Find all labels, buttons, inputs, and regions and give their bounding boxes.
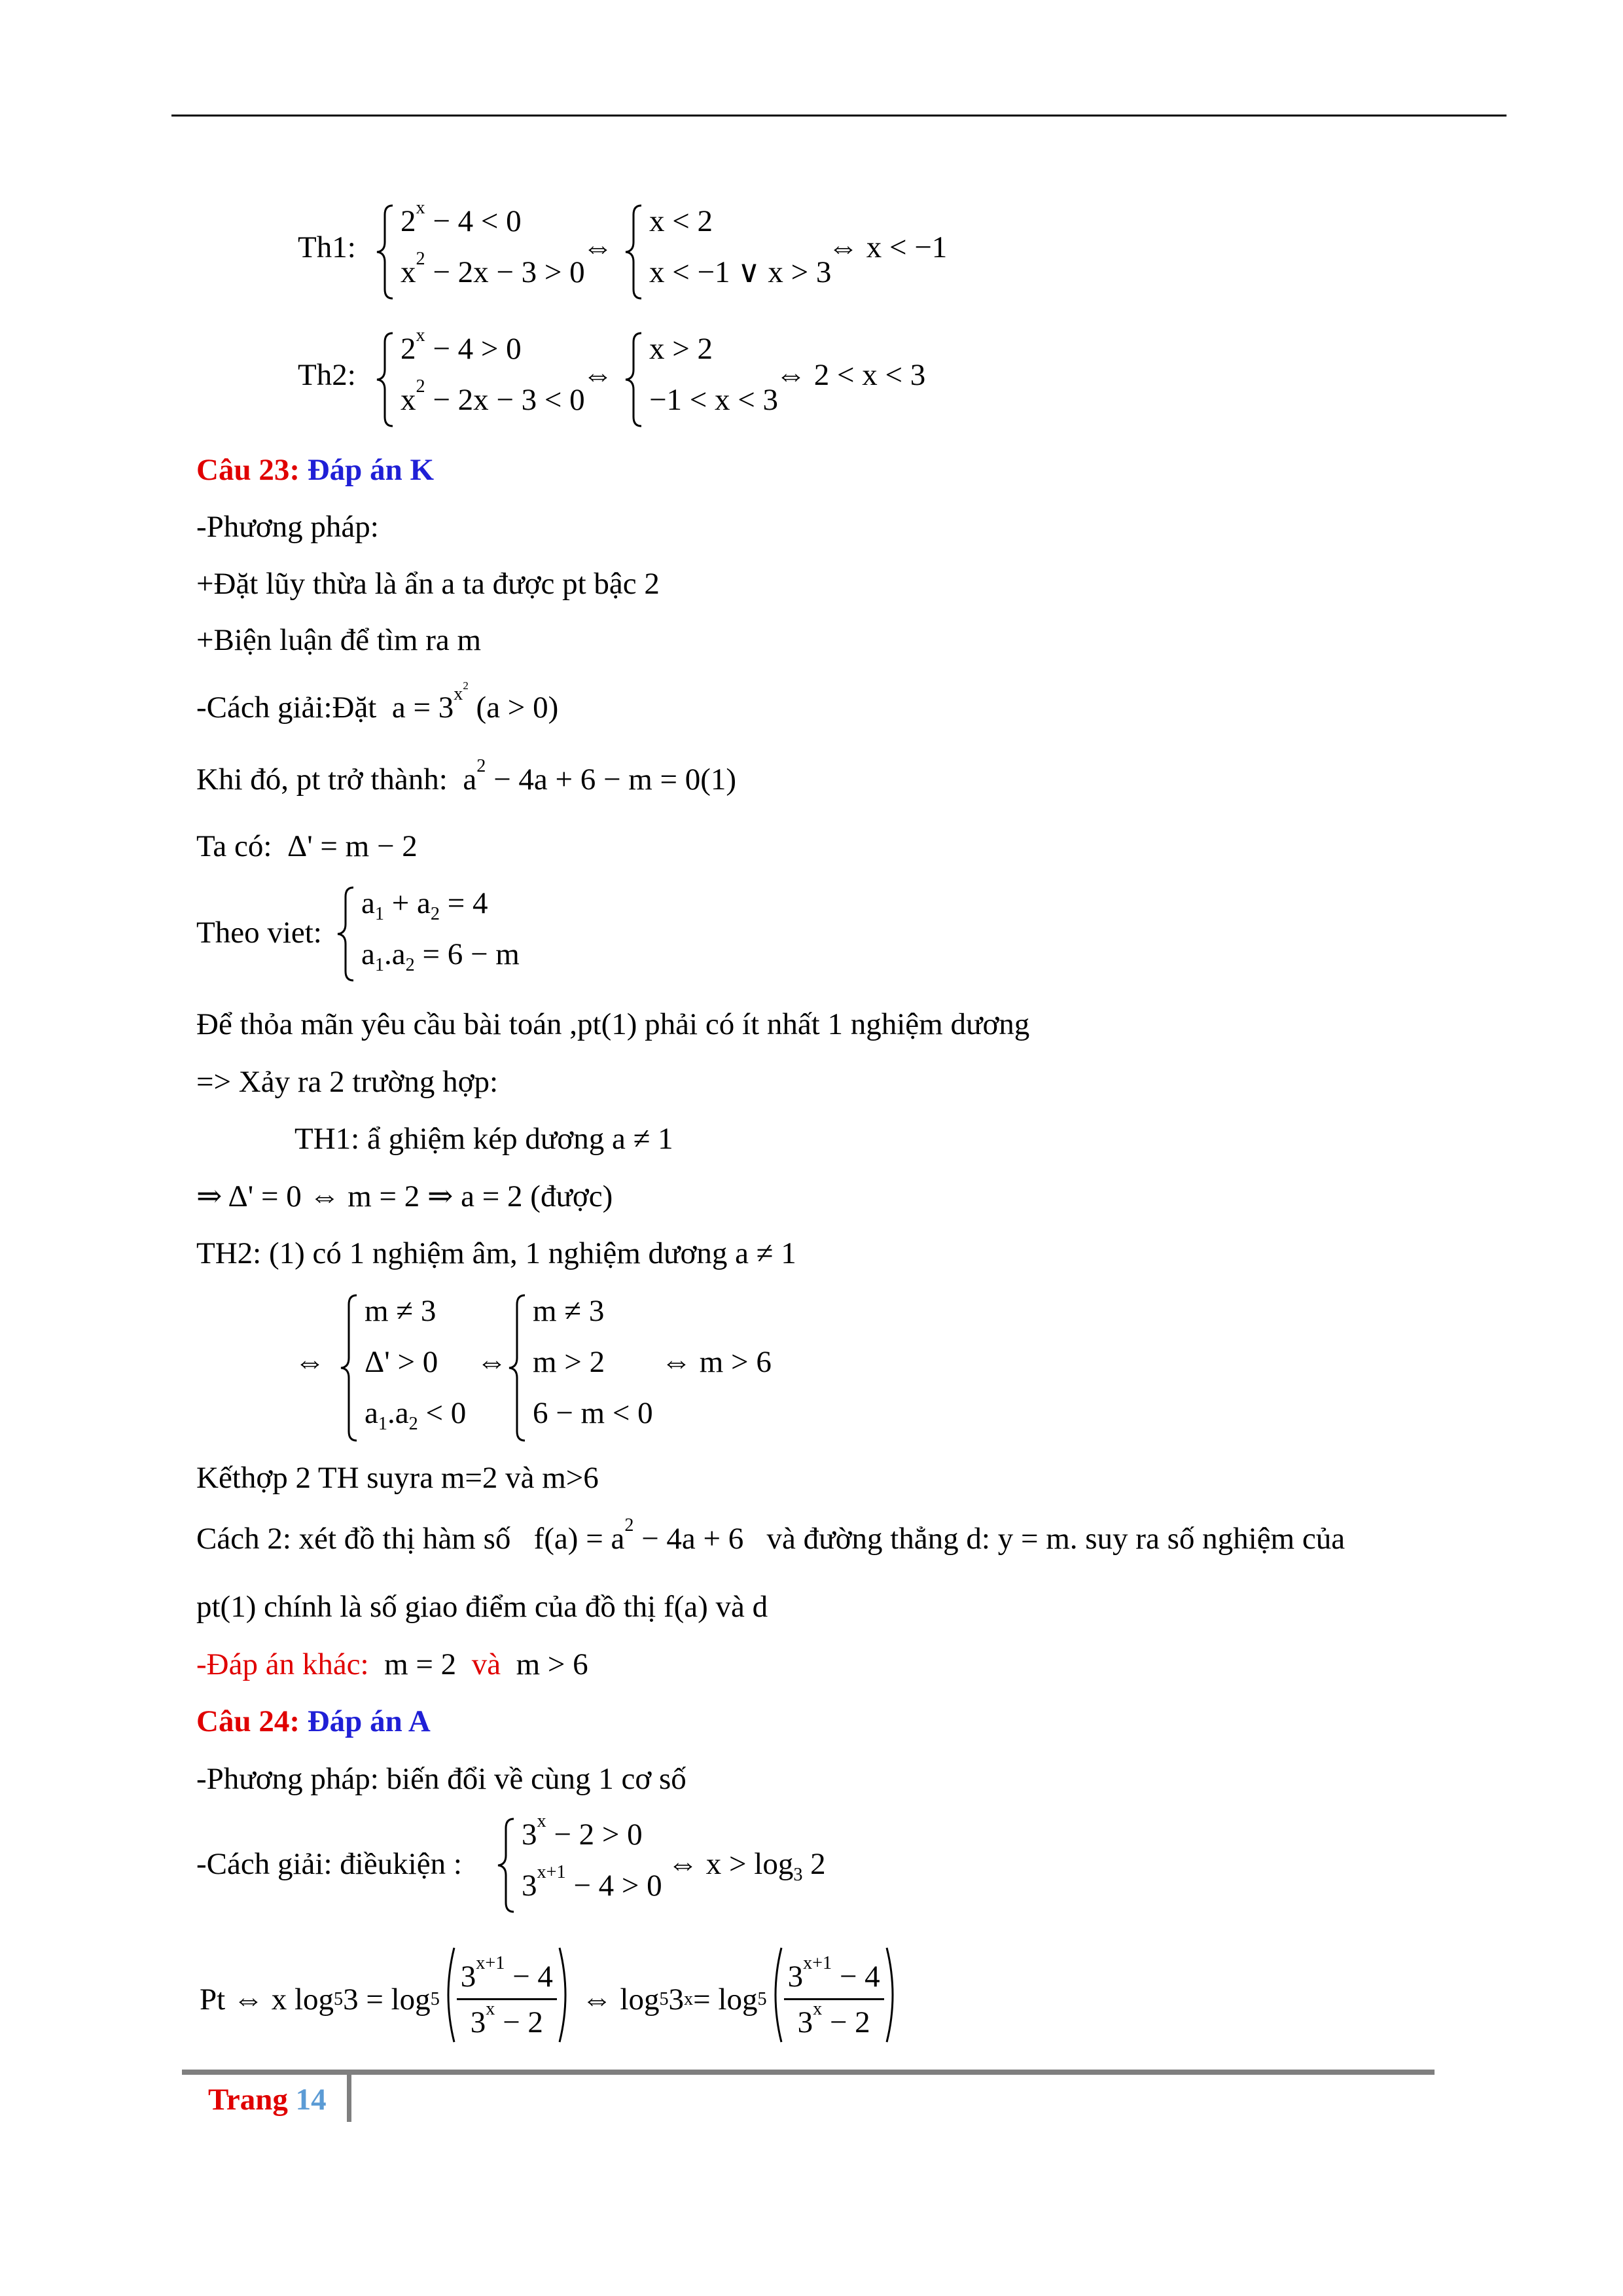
footer-rule	[182, 2070, 1435, 2075]
q23-alt-suffix: và đường thẳng d: y = m. suy ra số nghiệm của	[766, 1522, 1346, 1556]
c2s2-l3: 6 − m < 0	[533, 1396, 653, 1430]
q23-answer: Đáp án K	[307, 453, 435, 487]
c2s1-l2: Δ' > 0	[365, 1345, 438, 1379]
equiv-icon: ⇔	[582, 230, 613, 264]
th2-s1-l1: 4 > 0	[457, 332, 522, 366]
c2s2-l1: m ≠ 3	[533, 1294, 605, 1328]
footer-separator	[347, 2075, 351, 2122]
th1-system-1: $2^x - 4 < 0$ $x^2 - 2x - 3 > 0$	[373, 203, 596, 301]
viet-l1: = 4	[447, 886, 488, 920]
footer-page-number: 14	[295, 2083, 327, 2117]
q23-other-val2: m > 6	[516, 1647, 588, 1681]
q24-frac2-num: − 4	[839, 1960, 880, 1994]
q24-solution-prefix: -Cách giải: điềukiện :	[196, 1847, 462, 1881]
q23-other-and: và	[471, 1647, 501, 1681]
q24-cond-l2: − 4 > 0	[573, 1869, 662, 1903]
left-paren-icon	[440, 1946, 457, 2053]
c2s2-l2: m > 2	[533, 1345, 605, 1379]
th2-result: ⇔ 2 < x < 3	[776, 358, 926, 392]
q24-cond-result: ⇔ $x > \log_3 2$	[668, 1847, 826, 1885]
q24-frac1-den: − 2	[503, 2005, 543, 2039]
q23-other-answer	[196, 1646, 588, 1683]
th2-s2-l2: −1 < x < 3	[649, 383, 779, 417]
c2s1-l1: m ≠ 3	[365, 1294, 437, 1328]
q24-heading	[196, 1703, 431, 1740]
q23-combine: Kếthợp 2 TH suyra m=2 và m>6	[196, 1461, 599, 1495]
th2-label: Th2:	[298, 358, 356, 392]
q23-transform-eq: − 4a + 6 − m = 0(1)	[493, 762, 737, 797]
th1-s2-l2: x < −1 ∨ x > 3	[649, 255, 832, 289]
q23-transform: Khi đó, pt trở thành: $a^2 - 4a + 6 - m = 0(1)$	[196, 756, 737, 797]
q24-cond-l1: − 2 > 0	[554, 1818, 643, 1852]
right-paren-icon	[884, 1946, 901, 2053]
q24-number: Câu 24:	[196, 1704, 300, 1738]
th1-s1-l1: 4 < 0	[457, 204, 522, 238]
q23-case2-system-2	[505, 1293, 662, 1443]
q23-requirement: Để thỏa mãn yêu cầu bài toán ,pt(1) phải có ít nhất 1 nghiệm dương	[196, 1007, 1030, 1041]
q23-case2-result: ⇔ m > 6	[661, 1345, 772, 1379]
q23-alt-prefix: Cách 2: xét đồ thị hàm số	[196, 1522, 511, 1556]
q23-substitution: -Cách giải:Đặt $a = 3^{x^2}$ (a > 0)	[196, 679, 559, 725]
q23-alt-line2: pt(1) chính là số giao điểm của đồ thị f(a) và d	[196, 1590, 768, 1624]
equiv-icon: ⇔	[582, 358, 613, 392]
q23-delta-eq: Δ' = m − 2	[287, 829, 418, 863]
q23-case2: TH2: (1) có 1 nghiệm âm, 1 nghiệm dương a ≠ 1	[196, 1236, 796, 1270]
q23-viet-label: Theo viet:	[196, 916, 322, 950]
c2s1-l3: < 0	[425, 1396, 467, 1430]
left-paren-icon	[767, 1946, 784, 2053]
q24-condition-system: 3$^x$ − 2 > 0 $3^{x+1} - 4 > 0$	[494, 1816, 690, 1914]
page-number	[208, 2081, 327, 2118]
q23-solution-cond: (a > 0)	[476, 690, 559, 725]
th2-system-1: $2^x - 4 > 0$ $x^2 - 2x - 3 < 0$	[373, 331, 596, 429]
q24-cond-result-text: ⇔ x > log	[668, 1847, 794, 1881]
q23-other-val1: m = 2	[384, 1647, 457, 1681]
equiv-icon: ⇔	[476, 1345, 507, 1379]
q23-solution-prefix: -Cách giải:Đặt	[196, 690, 377, 725]
footer-page-word: Trang	[208, 2083, 288, 2117]
q24-frac2-den: − 2	[829, 2005, 870, 2039]
q24-pt-label: Pt	[200, 1982, 226, 2017]
q23-case2-system-1: m ≠ 3 Δ' > 0 $a_1.a_2 < 0$	[337, 1293, 481, 1443]
q23-method-label: -Phương pháp:	[196, 510, 379, 544]
q23-step1: +Đặt lũy thừa là ẩn a ta được pt bậc 2	[196, 567, 660, 601]
q24-fraction-2: $\frac{3^{x+1} - 4}{3^x - 2}$	[784, 1958, 884, 2041]
equiv-icon: ⇔	[294, 1345, 325, 1379]
th2-s1-l2: − 2x − 3 < 0	[433, 383, 585, 417]
q23-number: Câu 23:	[196, 453, 300, 487]
q23-delta	[196, 828, 418, 865]
q23-delta-prefix: Ta có:	[196, 829, 272, 863]
q24-answer: Đáp án A	[307, 1704, 431, 1738]
q24-fraction-1: $\frac{3^{x+1} - 4}{3^x - 2}$	[457, 1958, 557, 2041]
q23-alt-line1: Cách 2: xét đồ thị hàm số $f(a) = a^2 - 4a + 6$ và đường thẳng d: y = m. suy ra số nghiệm của	[196, 1515, 1346, 1556]
q24-pt-equation: Pt ⇔ x log 5 3 = log 5 $\frac{3^{x+1} - 4}{3^x - 2}$ ⇔ log 5 3 x = log 5 $\frac{3^{x+1} - 4}{3^x - 2}$	[200, 1954, 901, 2045]
viet-l2: = 6 − m	[422, 937, 520, 971]
q23-transform-prefix: Khi đó, pt trở thành:	[196, 762, 448, 797]
q23-case1-result: ⇒ Δ' = 0 ⇔ m = 2 ⇒ a = 2 (được)	[196, 1179, 613, 1213]
th1-system-2	[622, 203, 831, 301]
q23-cases-intro: => Xảy ra 2 trường hợp:	[196, 1065, 499, 1099]
th2-s2-l1: x > 2	[649, 332, 713, 366]
q23-viet-system: $a_1 + a_2 = 4$ $a_1.a_2 = 6 - m$	[334, 885, 543, 983]
q23-heading	[196, 452, 434, 488]
header-rule	[171, 115, 1507, 117]
q24-frac1-num: − 4	[512, 1960, 553, 1994]
right-paren-icon	[557, 1946, 574, 2053]
th1-s2-l1: x < 2	[649, 204, 713, 238]
q23-step2: +Biện luận để tìm ra m	[196, 623, 482, 657]
th1-s1-l2: − 2x − 3 > 0	[433, 255, 585, 289]
q23-other-label: -Đáp án khác:	[196, 1647, 369, 1681]
th1-result: ⇔ x < −1	[828, 230, 948, 264]
q24-method: -Phương pháp: biến đổi về cùng 1 cơ số	[196, 1762, 687, 1796]
q23-case1: TH1: ẩ ghiệm kép dương a ≠ 1	[294, 1122, 673, 1156]
th1-label: Th1:	[298, 230, 356, 264]
